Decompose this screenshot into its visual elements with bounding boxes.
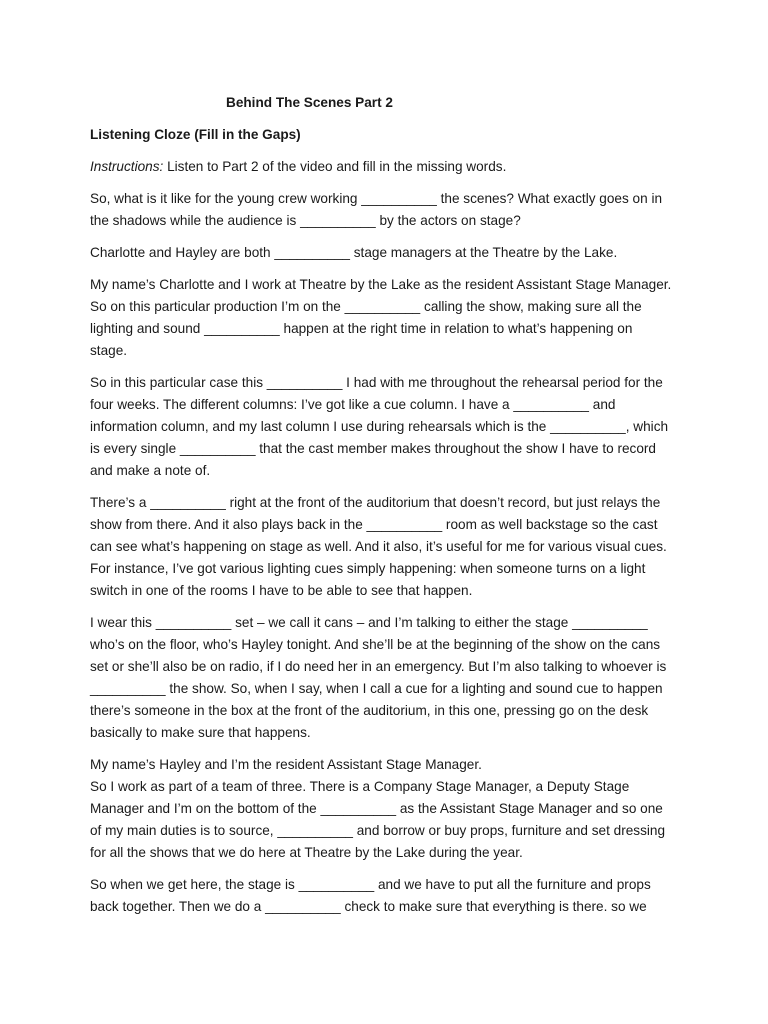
paragraph-line: lighting and sound __________ happen at the right time in relation to what’s happening on — [90, 321, 633, 336]
paragraph-line: For instance, I’ve got various lighting cues simply happening: when someone turns on a light — [90, 561, 646, 576]
paragraph-line: There’s a __________ right at the front of the auditorium that doesn’t record, but just relays the — [90, 495, 661, 510]
paragraph-8 — [90, 874, 680, 918]
paragraph-line: My name’s Charlotte and I work at Theatre by the Lake as the resident Assistant Stage Manager. — [90, 277, 672, 292]
paragraph-6 — [90, 612, 680, 744]
paragraph-line: I wear this __________ set – we call it cans – and I’m talking to either the stage __________ — [90, 615, 648, 630]
paragraph-5 — [90, 492, 680, 602]
paragraph-line: information column, and my last column I use during rehearsals which is the __________, which — [90, 419, 669, 434]
instructions-text: Listen to Part 2 of the video and fill in the missing words. — [163, 159, 507, 174]
paragraph-line: My name’s Hayley and I’m the resident Assistant Stage Manager. — [90, 757, 482, 772]
paragraph-line: switch in one of the rooms I have to be able to see that happen. — [90, 583, 473, 598]
instructions-label: Instructions: — [90, 159, 164, 174]
paragraph-7 — [90, 754, 680, 864]
paragraph-line: the shadows while the audience is __________ by the actors on stage? — [90, 213, 521, 228]
paragraph-line: So I work as part of a team of three. There is a Company Stage Manager, a Deputy Stage — [90, 779, 630, 794]
paragraph-line: there’s someone in the box at the front of the auditorium, in this one, pressing go on the desk — [90, 703, 649, 718]
paragraph-line: show from there. And it also plays back in the __________ room as well backstage so the cast — [90, 517, 658, 532]
paragraph-line: So in this particular case this __________ I had with me throughout the rehearsal period for the — [90, 375, 663, 390]
paragraph-1 — [90, 188, 680, 232]
paragraph-2 — [90, 242, 680, 264]
paragraph-line: stage. — [90, 343, 128, 358]
paragraph-line: four weeks. The different columns: I’ve got like a cue column. I have a __________ and — [90, 397, 616, 412]
paragraph-3 — [90, 274, 680, 362]
document-subtitle: Listening Cloze (Fill in the Gaps) — [90, 127, 301, 142]
paragraph-line: Manager and I’m on the bottom of the __________ as the Assistant Stage Manager and so one — [90, 801, 663, 816]
paragraph-line: of my main duties is to source, __________ and borrow or buy props, furniture and set dressing — [90, 823, 666, 838]
paragraph-line: __________ the show. So, when I say, when I call a cue for a lighting and sound cue to happen — [90, 681, 663, 696]
paragraph-line: So on this particular production I’m on the __________ calling the show, making sure all the — [90, 299, 642, 314]
document-body — [90, 92, 680, 918]
paragraph-line: basically to make sure that happens. — [90, 725, 311, 740]
paragraph-line: can see what’s happening on stage as well. And it also, it’s useful for me for various visual cues. — [90, 539, 667, 554]
paragraph-line: Charlotte and Hayley are both __________ stage managers at the Theatre by the Lake. — [90, 245, 618, 260]
instructions — [90, 156, 680, 178]
paragraph-line: set or she’ll also be on radio, if I do need her in an emergency. But I’m also talking to whoever is — [90, 659, 667, 674]
paragraph-line: who’s on the floor, who’s Hayley tonight. And she’ll be at the beginning of the show on the cans — [90, 637, 661, 652]
paragraph-line: back together. Then we do a __________ check to make sure that everything is there. so we — [90, 899, 647, 914]
paragraph-4 — [90, 372, 680, 482]
paragraph-line: So when we get here, the stage is __________ and we have to put all the furniture and props — [90, 877, 651, 892]
document-title: Behind The Scenes Part 2 — [226, 95, 393, 110]
paragraph-line: for all the shows that we do here at Theatre by the Lake during the year. — [90, 845, 523, 860]
paragraph-line: and make a note of. — [90, 463, 211, 478]
paragraph-line: So, what is it like for the young crew working __________ the scenes? What exactly goes on in — [90, 191, 663, 206]
paragraph-line: is every single __________ that the cast member makes throughout the show I have to record — [90, 441, 656, 456]
